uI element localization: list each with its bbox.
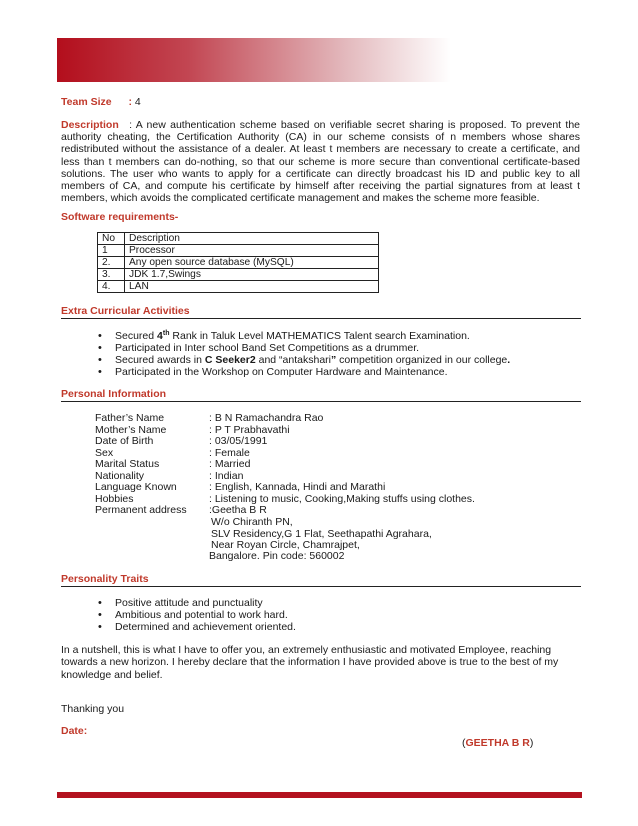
- item-text: Secured awards in: [115, 354, 205, 366]
- list-item: • Positive attitude and punctuality: [98, 597, 296, 609]
- item-rank: 4: [157, 330, 163, 342]
- personal-value: : English, Kannada, Hindi and Marathi: [209, 481, 386, 493]
- description-label: Description: [61, 119, 119, 131]
- personality-traits-title: Personality Traits: [61, 573, 581, 587]
- address-line: Near Royan Circle, Chamrajpet,: [211, 539, 360, 551]
- list-item: • Ambitious and potential to work hard.: [98, 609, 296, 621]
- personal-value: : B N Ramachandra Rao: [209, 412, 324, 424]
- item-dot: .: [507, 354, 511, 366]
- list-item: [98, 354, 510, 366]
- item-text: and “antakshari: [255, 354, 331, 366]
- table-row: [98, 257, 379, 269]
- table-cell: 4.: [98, 281, 125, 293]
- personal-value: : P T Prabhavathi: [209, 424, 290, 436]
- header-banner: [57, 38, 582, 82]
- table-cell: No: [98, 233, 125, 245]
- item-text: Secured: [115, 330, 158, 342]
- table-cell: Any open source database (MySQL): [125, 257, 379, 269]
- personal-value: : 03/05/1991: [209, 435, 268, 447]
- software-requirements-title: Software requirements-: [61, 211, 179, 223]
- thanking-you: Thanking you: [61, 703, 125, 715]
- team-size-label: Team Size: [61, 96, 112, 108]
- software-table: [97, 232, 379, 293]
- personal-label: Sex: [95, 447, 114, 459]
- team-size-line: [61, 96, 141, 108]
- item-rank-suffix: th: [162, 330, 170, 337]
- footer-bar: [57, 792, 582, 798]
- extra-curricular-title: Extra Curricular Activities: [61, 305, 581, 319]
- table-row: [98, 281, 379, 293]
- team-size-value: 4: [134, 96, 141, 108]
- description-paragraph: [61, 119, 580, 204]
- address-line: SLV Residency,G 1 Flat, Seethapathi Agrahara,: [211, 528, 432, 540]
- item-quote: ”: [330, 354, 337, 366]
- table-header-row: [98, 233, 379, 245]
- table-row: [98, 245, 379, 257]
- personal-value: : Indian: [209, 470, 244, 482]
- signature: [462, 737, 533, 749]
- personal-value: :Geetha B R: [209, 504, 267, 516]
- personal-value: : Married: [209, 458, 251, 470]
- item-bold-text: C Seeker2: [204, 354, 256, 366]
- table-cell: JDK 1.7,Swings: [125, 269, 379, 281]
- personal-value: : Female: [209, 447, 250, 459]
- item-text: Rank in Taluk Level MATHEMATICS Talent search Examination.: [169, 330, 470, 342]
- personality-traits-list: [98, 597, 296, 633]
- personal-label: Language Known: [95, 481, 177, 493]
- personal-label: Hobbies: [95, 493, 134, 505]
- list-item: • Determined and achievement oriented.: [98, 621, 296, 633]
- list-item: • Participated in the Workshop on Computer Hardware and Maintenance.: [98, 366, 510, 378]
- personal-label: Mother’s Name: [95, 424, 167, 436]
- signature-close: ): [529, 737, 534, 749]
- personal-label: Father’s Name: [95, 412, 165, 424]
- personal-label: Permanent address: [95, 504, 187, 516]
- description-text: : A new authentication scheme based on verifiable secret sharing is proposed. To prevent the authority cheating, the Certification Authority (CA) in our scheme consists of n members whose shares redistributed without the assistance of a dealer. At least t members are necessary to create a certificate, and less than t members can do-nothing, so that our scheme is more secure than conventional certificate-based solutions. The user who wants to apply for a certificate can directly broadcast his ID and public key to all members of CA, and compute his certificate by himself after receiving the partial signatures from at least t members, which avoids the complicated certificate management and makes the scheme more feasible.: [61, 119, 580, 205]
- personal-value: : Listening to music, Cooking,Making stuffs using clothes.: [209, 493, 475, 505]
- closing-paragraph: In a nutshell, this is what I have to offer you, an extremely enthusiastic and motivated Employee, reaching towards a new horizon. I hereby declare that the information I have provided above is true to the best of my knowledge and belief.: [61, 644, 559, 681]
- table-cell: 2.: [98, 257, 125, 269]
- table-cell: 1: [98, 245, 125, 257]
- list-item: • Participated in Inter school Band Set Competitions as a drummer.: [98, 342, 510, 354]
- signature-open: (: [462, 737, 466, 749]
- list-item: [98, 330, 510, 342]
- table-cell: Processor: [125, 245, 379, 257]
- extra-curricular-list: [98, 330, 510, 378]
- team-size-colon: :: [128, 96, 132, 108]
- signature-name: GEETHA B R: [465, 737, 530, 749]
- address-line: Bangalore. Pin code: 560002: [209, 550, 345, 562]
- table-cell: 3.: [98, 269, 125, 281]
- table-cell: Description: [125, 233, 379, 245]
- item-text: competition organized in our college: [336, 354, 508, 366]
- personal-information-title: Personal Information: [61, 388, 581, 402]
- personal-label: Nationality: [95, 470, 145, 482]
- table-row: [98, 269, 379, 281]
- personal-label: Marital Status: [95, 458, 160, 470]
- personal-label: Date of Birth: [95, 435, 154, 447]
- address-line: W/o Chiranth PN,: [211, 516, 293, 528]
- table-cell: LAN: [125, 281, 379, 293]
- date-label: Date:: [61, 725, 88, 737]
